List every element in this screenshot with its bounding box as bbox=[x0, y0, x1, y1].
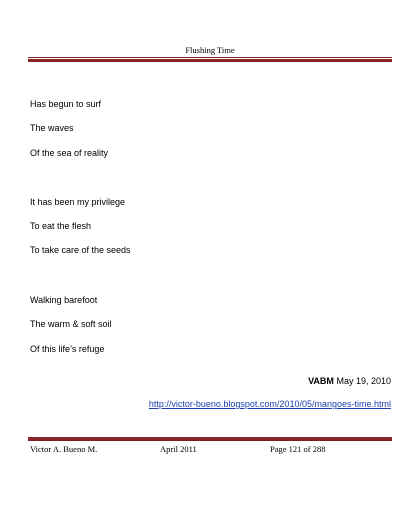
footer-page-number: Page 121 of 288 bbox=[270, 444, 326, 454]
footer-date: April 2011 bbox=[160, 444, 197, 454]
poem-line: The waves bbox=[30, 123, 74, 133]
poem-line: Walking barefoot bbox=[30, 295, 98, 305]
footer-author: Victor A. Bueno M. bbox=[30, 444, 98, 454]
page-header-title: Flushing Time bbox=[185, 45, 235, 55]
poem-line: Of this life’s refuge bbox=[30, 344, 105, 354]
signature-date: May 19, 2010 bbox=[336, 376, 391, 386]
header-divider bbox=[28, 57, 392, 62]
signature-author: VABM bbox=[308, 376, 334, 386]
poem-line: To eat the flesh bbox=[30, 221, 92, 231]
signature bbox=[308, 376, 391, 386]
blog-link[interactable]: http://victor-bueno.blogspot.com/2010/05/mangoes-time.html bbox=[148, 399, 391, 409]
poem-line: Has begun to surf bbox=[30, 99, 102, 109]
footer-divider bbox=[28, 436, 392, 441]
poem-line: To take care of the seeds bbox=[30, 245, 131, 255]
poem-line: It has been my privilege bbox=[30, 197, 126, 207]
poem-line: Of the sea of reality bbox=[30, 148, 109, 158]
poem-line: The warm & soft soil bbox=[30, 319, 112, 329]
